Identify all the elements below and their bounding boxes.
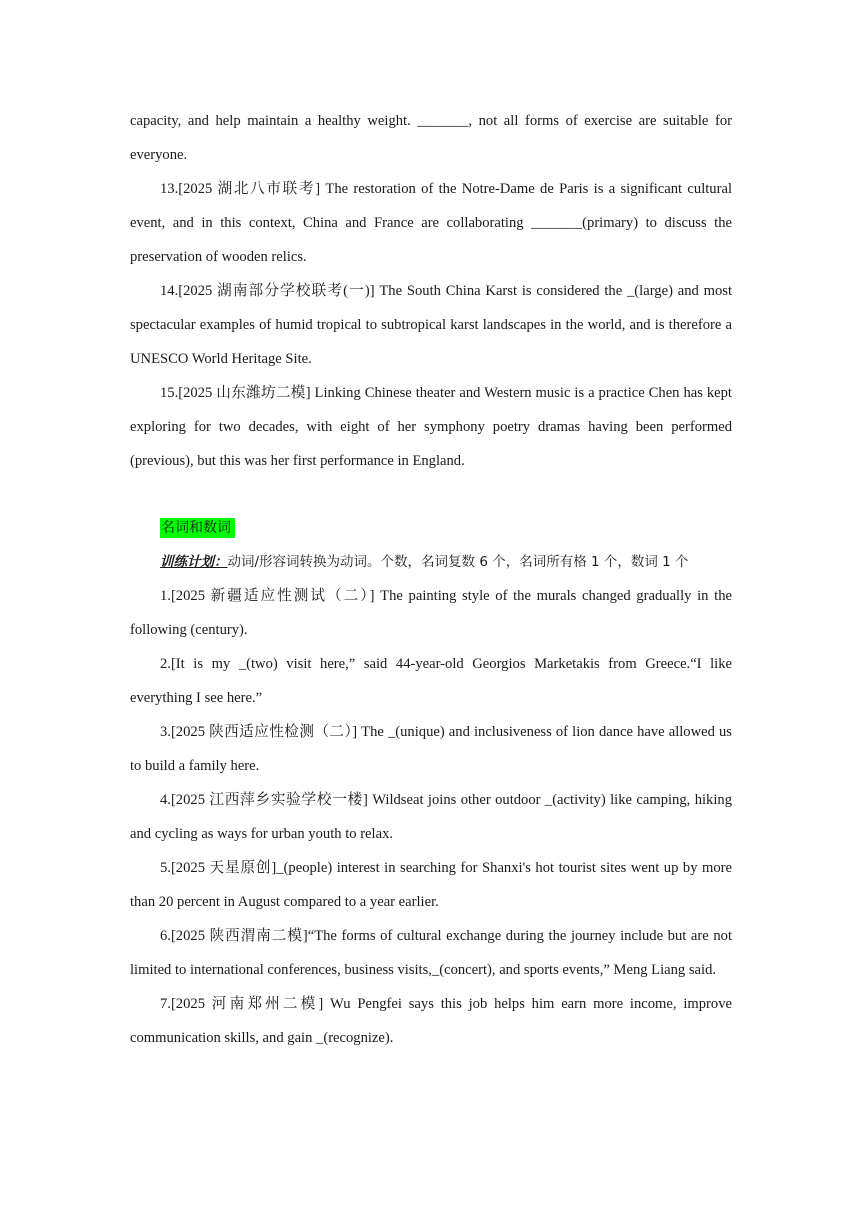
question-15: 15.[2025 山东潍坊二模] Linking Chinese theater and Western music is a practice Chen has kept exploring for two decades, with eight of her symphony poetry dramas having been performed (previous), but this was her first performance in England. [130,385,732,469]
question-5: 5.[2025 天星原创]_(people) interest in searching for Shanxi's hot tourist sites went up by more than 20 percent in August compared to a year earlier. [130,860,732,910]
question-3: 3.[2025 陕西适应性检测（二）] The _(unique) and inclusiveness of lion dance have allowed us to build a family here. [130,724,732,774]
question-13: 13.[2025 湖北八市联考] The restoration of the Notre-Dame de Paris is a significant cultural event, and in this context, China and France are collaborating _______(primary) to discuss the preservation of wooden relics. [130,181,732,265]
training-plan [130,545,732,579]
paragraph-continued: capacity, and help maintain a healthy weight. _______, not all forms of exercise are suitable for everyone. [130,113,732,163]
section-gap [130,478,732,511]
question-7: 7.[2025 河南郑州二模] Wu Pengfei says this job helps him earn more income, improve communication skills, and gain _(recognize). [130,996,732,1046]
question-2: 2.[It is my _(two) visit here,” said 44-year-old Georgios Marketakis from Greece.“I like everything I see here.” [130,656,732,706]
training-plan-label: 训练计划： [160,554,228,570]
question-4: 4.[2025 江西萍乡实验学校一楼] Wildseat joins other outdoor _(activity) like camping, hiking and cycling as ways for urban youth to relax. [130,792,732,842]
question-14: 14.[2025 湖南部分学校联考(一)] The South China Karst is considered the _(large) and most spectacular examples of humid tropical to subtropical karst landscapes in the world, and is therefore a UNESCO World Heritage Site. [130,283,732,367]
question-1: 1.[2025 新疆适应性测试（二）] The painting style of the murals changed gradually in the following (century). [130,588,732,638]
document-body [130,104,732,1055]
section-title-highlight: 名词和数词 [160,518,235,538]
question-6: 6.[2025 陕西渭南二模]“The forms of cultural exchange during the journey include but are not limited to international conferences, business visits,_(concert), and sports events,” Meng Liang said. [130,928,732,978]
training-plan-text: 动词/形容词转换为动词。个数，名词复数 6 个，名词所有格 1 个，数词 1 个 [227,554,689,570]
section-heading [160,511,732,545]
